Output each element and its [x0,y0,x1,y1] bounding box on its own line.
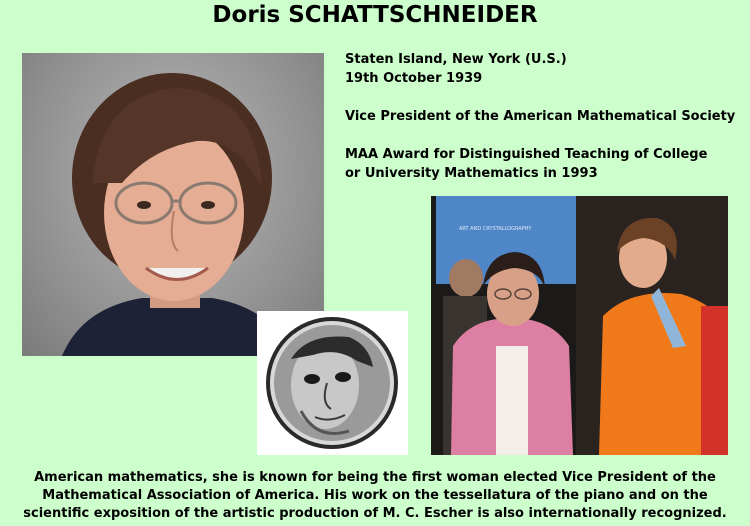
page-title: Doris SCHATTSCHNEIDER [212,2,538,28]
caption-line-1: American mathematics, she is known for being the first woman elected Vice President of the [34,470,716,485]
biography-info [345,50,745,202]
award-text-line1: MAA Award for Distinguished Teaching of College [345,147,708,162]
caption-text [20,469,730,523]
role-text: Vice President of the American Mathematical Society [345,109,736,124]
escher-portrait-image [257,311,408,455]
conference-photo [431,196,728,455]
screen-text: ART AND CRYSTALLOGRAPHY [459,226,532,232]
caption-line-3: scientific exposition of the artistic production of M. C. Escher is also internationally recognized. [23,506,727,521]
birthplace-text: Staten Island, New York (U.S.) [345,52,567,67]
caption-line-2: Mathematical Association of America. His work on the tessellatura of the piano and on the [42,488,708,503]
birthdate-text: 19th October 1939 [345,71,483,86]
award-text-line2: or University Mathematics in 1993 [345,166,598,181]
